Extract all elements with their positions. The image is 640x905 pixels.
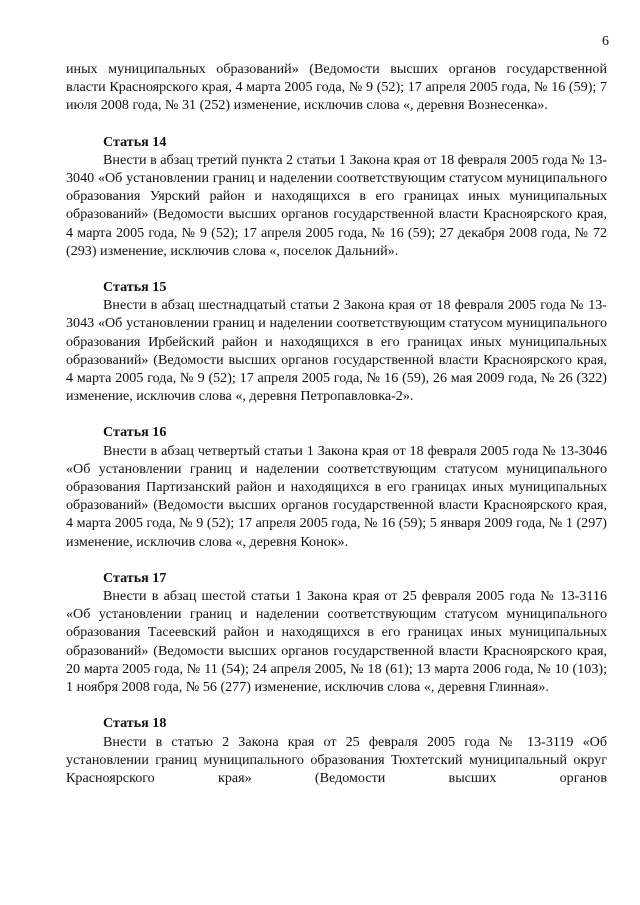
page-number: 6 xyxy=(602,34,609,49)
article-18-text: Внести в статью 2 Закона края от 25 февраля 2005 года № 13-3119 «Об установлении границ муниципального образования Тюхтетский муниципальный округ Красноярского края» (Ведомости высших органов xyxy=(66,733,607,786)
article-18-heading: Статья 18 xyxy=(103,715,167,732)
intro-paragraph: иных муниципальных образований» (Ведомости высших органов государственной власти Красноярского края, 4 марта 2005 года, № 9 (52); 17 апреля 2005 года, № 16 (59); 7 июля 2008 года, № 31 (252) изменение, исключив слова «, деревня Вознесенка». xyxy=(66,61,607,114)
article-16-text: Внести в абзац четвертый статьи 1 Закона края от 18 февраля 2005 года № 13-3046 «Об установлении границ и наделении соответствующим статусом муниципального образования Партизанский район и находящихся в его границах иных муниципальных образований» (Ведомости высших органов государственной власти Красноярского края, 4 марта 2005 года, № 9 (52); 17 апреля 2005 года, № 16 (59); 5 января 2009 года, № 1 (297) изменение, исключив слова «, деревня Конок». xyxy=(66,442,607,550)
article-17-text: Внести в абзац шестой статьи 1 Закона края от 25 февраля 2005 года № 13-3116 «Об установлении границ и наделении соответствующим статусом муниципального образования Тасеевский район и находящихся в его границах иных муниципальных образований» (Ведомости высших органов государственной власти Красноярского края, 20 марта 2005 года, № 11 (54); 24 апреля 2005, № 18 (61); 13 марта 2006 года, № 10 (103); 1 ноября 2008 года, № 56 (277) изменение, исключив слова «, деревня Глинная». xyxy=(66,588,607,696)
spacer xyxy=(66,551,607,569)
article-14-heading: Статья 14 xyxy=(103,133,167,150)
article-17-heading: Статья 17 xyxy=(103,569,167,586)
spacer xyxy=(66,405,607,423)
spacer xyxy=(66,696,607,714)
document-body xyxy=(66,60,607,787)
article-14-text: Внести в абзац третий пункта 2 статьи 1 Закона края от 18 февраля 2005 года № 13-3040 «Об установлении границ и наделении соответствующим статусом муниципального образования Уярский район и находящихся в его границах иных муниципальных образований» (Ведомости высших органов государственной власти Красноярского края, 4 марта 2005 года, № 9 (52); 17 апреля 2005 года, № 16 (59); 27 декабря 2008 года, № 72 (293) изменение, исключив слова «, поселок Дальний». xyxy=(66,151,607,259)
spacer xyxy=(66,115,607,133)
article-15-text: Внести в абзац шестнадцатый статьи 2 Закона края от 18 февраля 2005 года № 13-3043 «Об установлении границ и наделении соответствующим статусом муниципального образования Ирбейский район и находящихся в его границах иных муниципальных образований» (Ведомости высших органов государственной власти Красноярского края, 4 марта 2005 года, № 9 (52); 17 апреля 2005 года, № 16 (59), 26 мая 2009 года, № 26 (322) изменение, исключив слова «, деревня Петропавловка-2». xyxy=(66,297,607,405)
article-15-heading: Статья 15 xyxy=(103,279,167,296)
article-16-heading: Статья 16 xyxy=(103,424,167,441)
spacer xyxy=(66,260,607,278)
